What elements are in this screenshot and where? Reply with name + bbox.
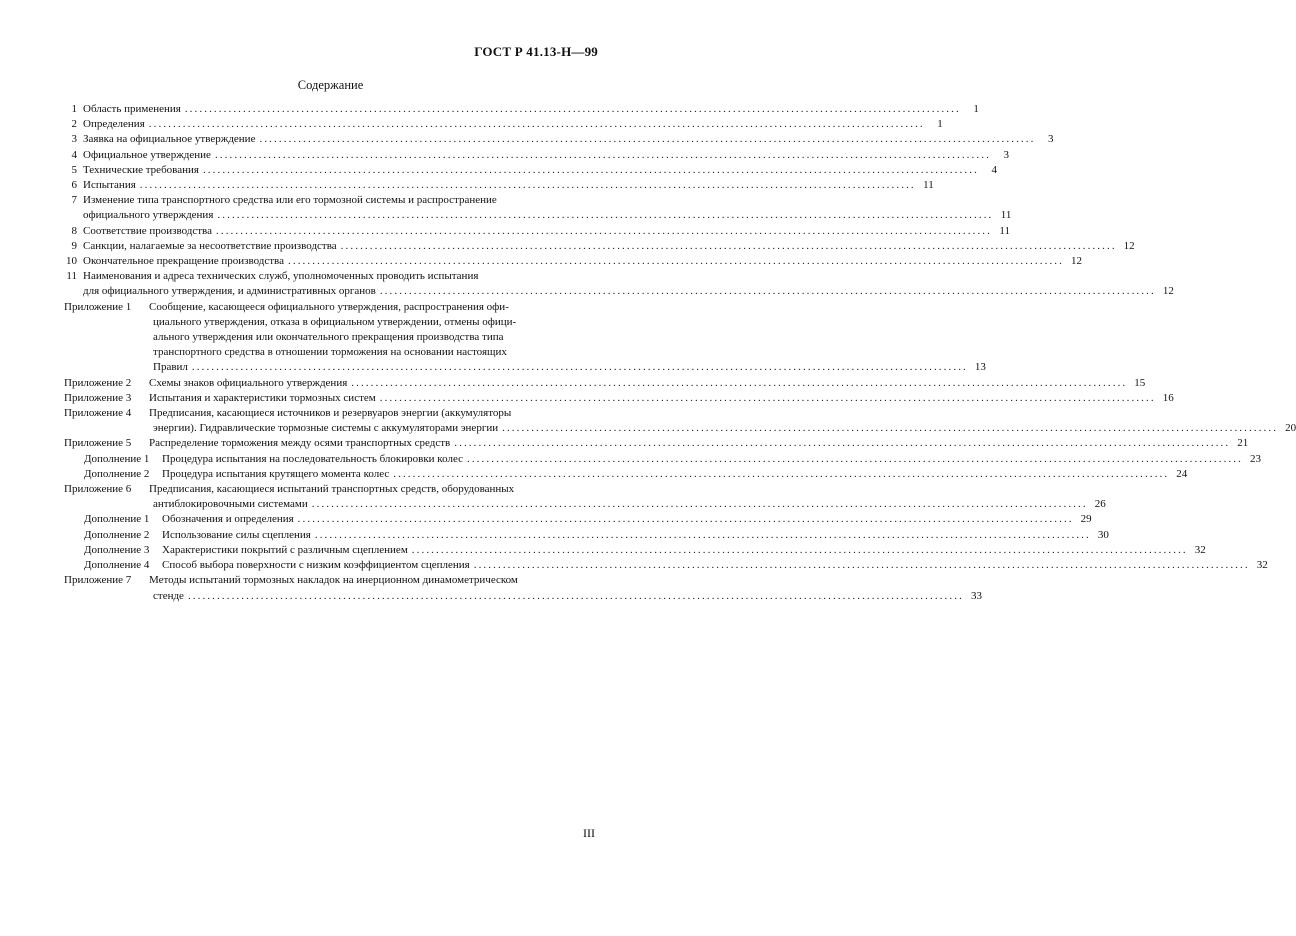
toc-entry-text: Испытания и характеристики тормозных систем xyxy=(149,391,376,404)
toc-entry-prefix: Приложение 6 xyxy=(64,483,132,496)
dot-leader: ................................................................................................................................................................ xyxy=(502,422,1279,435)
toc-entry-page: 13 xyxy=(974,361,986,374)
page-number: III xyxy=(583,826,595,840)
toc-entry-text: Характеристики покрытий с различным сцеплением xyxy=(162,543,408,556)
toc-entry-text: Сообщение, касающееся официального утверждения, распространения офи- xyxy=(149,300,509,313)
toc-entry xyxy=(64,163,997,178)
toc-entry-text: Методы испытаний тормозных накладок на инерционном динамометрическом xyxy=(149,574,518,587)
toc-entry-text: транспортного средства в отношении торможения на основании настоящих xyxy=(153,346,507,359)
dot-leader: ................................................................................................................................................................ xyxy=(139,179,916,192)
dot-leader: ................................................................................................................................................................ xyxy=(216,224,992,237)
toc-entry xyxy=(64,178,934,193)
dot-leader: ................................................................................................................................................................ xyxy=(259,133,1036,146)
table-of-contents xyxy=(64,102,1296,604)
toc-entry-page: 16 xyxy=(1162,391,1174,404)
toc-entry-text: Наименования и адреса технических служб, уполномоченных проводить испытания xyxy=(83,270,479,283)
toc-entry xyxy=(64,406,1296,436)
toc-entry-text: Определения xyxy=(83,118,145,131)
dot-leader: ................................................................................................................................................................ xyxy=(454,437,1231,450)
dot-leader: ................................................................................................................................................................ xyxy=(288,255,1064,268)
toc-entry-text: Предписания, касающиеся источников и резервуаров энергии (аккумуляторы xyxy=(149,407,512,420)
toc-entry-page: 32 xyxy=(1256,559,1268,572)
toc-entry-page: 11 xyxy=(999,224,1010,237)
toc-entry-number: 5 xyxy=(71,163,77,176)
toc-entry-text: Область применения xyxy=(83,103,181,115)
toc-entry-prefix: Дополнение 3 xyxy=(84,543,150,556)
toc-entry-text: официального утверждения xyxy=(83,209,214,222)
toc-entry-number: 7 xyxy=(71,194,77,207)
toc-entry-page: 29 xyxy=(1080,513,1092,526)
dot-leader: ................................................................................................................................................................ xyxy=(214,148,991,161)
dot-leader: ................................................................................................................................................................ xyxy=(411,543,1188,556)
toc-entry-text: Распределение торможения между осями транспортных средств xyxy=(149,437,451,450)
toc-entry-number: 11 xyxy=(66,270,77,283)
toc-entry-prefix: Дополнение 2 xyxy=(84,528,150,541)
toc-entry-text: для официального утверждения, и административных органов xyxy=(83,285,376,298)
dot-leader: ................................................................................................................................................................ xyxy=(202,163,979,176)
toc-entry-text: Процедура испытания крутящего момента колес xyxy=(162,467,390,480)
dot-leader: ................................................................................................................................................................ xyxy=(466,452,1243,465)
toc-entry-prefix: Приложение 7 xyxy=(64,574,132,587)
toc-entry-page: 12 xyxy=(1123,239,1135,252)
toc-entry-prefix: Дополнение 1 xyxy=(84,452,150,465)
toc-entry-prefix: Приложение 5 xyxy=(64,437,132,450)
dot-leader: ................................................................................................................................................................ xyxy=(184,103,961,115)
toc-entry-page: 32 xyxy=(1194,543,1206,556)
toc-entry xyxy=(64,528,1109,543)
toc-entry-prefix: Дополнение 2 xyxy=(84,467,150,480)
toc-entry xyxy=(64,300,986,376)
toc-entry xyxy=(64,558,1268,573)
toc-entry-number: 2 xyxy=(71,118,77,131)
dot-leader: ................................................................................................................................................................ xyxy=(148,118,925,131)
toc-entry-text: антиблокировочными системами xyxy=(153,498,308,511)
dot-leader: ................................................................................................................................................................ xyxy=(340,239,1117,252)
toc-entry xyxy=(64,391,1174,406)
toc-entry-prefix: Приложение 1 xyxy=(64,300,132,313)
toc-entry-page: 33 xyxy=(970,589,982,602)
toc-entry-page: 24 xyxy=(1176,467,1188,480)
toc-entry xyxy=(64,452,1261,467)
toc-entry-prefix: Приложение 2 xyxy=(64,376,132,389)
toc-entry xyxy=(64,254,1082,269)
toc-entry-page: 1 xyxy=(973,103,979,115)
toc-entry-page: 3 xyxy=(1047,133,1054,146)
toc-entry-text: Использование силы сцепления xyxy=(162,528,311,541)
toc-entry-prefix: Приложение 4 xyxy=(64,407,132,420)
toc-entry-text: стенде xyxy=(153,589,184,602)
toc-entry xyxy=(64,117,943,132)
document-code: ГОСТ Р 41.13-Н—99 xyxy=(474,44,598,59)
dot-leader: ................................................................................................................................................................ xyxy=(187,589,964,602)
dot-leader: ................................................................................................................................................................ xyxy=(393,467,1170,480)
toc-entry-text: Способ выбора поверхности с низким коэффициентом сцепления xyxy=(162,559,470,572)
toc-entry-page: 20 xyxy=(1285,422,1296,435)
toc-entry-prefix: Дополнение 4 xyxy=(84,559,150,572)
toc-entry-page: 30 xyxy=(1097,528,1109,541)
dot-leader: ................................................................................................................................................................ xyxy=(379,391,1156,404)
toc-entry-page: 11 xyxy=(923,179,934,192)
toc-entry-page: 21 xyxy=(1237,437,1249,450)
toc-entry-prefix: Приложение 3 xyxy=(64,391,132,404)
toc-entry-text: Правил xyxy=(153,361,188,374)
toc-entry xyxy=(64,543,1206,558)
toc-entry-text: энергии). Гидравлические тормозные системы с аккумуляторами энергии xyxy=(153,422,499,435)
toc-entry xyxy=(64,482,1106,512)
toc-entry xyxy=(64,512,1092,527)
toc-entry-text: Изменение типа транспортного средства или его тормозной системы и распространение xyxy=(83,194,497,207)
toc-entry xyxy=(64,102,979,117)
toc-entry xyxy=(64,239,1135,254)
toc-entry xyxy=(64,148,1009,163)
toc-entry xyxy=(64,467,1188,482)
toc-entry xyxy=(64,269,1174,299)
toc-entry-text: Технические требования xyxy=(83,163,199,176)
toc-entry-number: 8 xyxy=(71,224,77,237)
toc-entry-number: 1 xyxy=(71,103,77,115)
toc-entry-text: Предписания, касающиеся испытаний транспортных средств, оборудованных xyxy=(149,483,515,496)
toc-entry-prefix: Дополнение 1 xyxy=(84,513,150,526)
toc-entry-text: Процедура испытания на последовательность блокировки колес xyxy=(162,452,463,465)
toc-entry-number: 10 xyxy=(66,255,77,268)
toc-title: Содержание xyxy=(297,78,364,92)
toc-entry-text: Окончательное прекращение производства xyxy=(83,255,284,268)
toc-entry xyxy=(64,573,982,603)
toc-entry-page: 1 xyxy=(937,118,943,131)
toc-entry xyxy=(64,132,1054,147)
toc-entry-page: 12 xyxy=(1162,285,1174,298)
toc-entry-text: Испытания xyxy=(83,179,136,192)
toc-entry-page: 4 xyxy=(991,163,997,176)
dot-leader: ................................................................................................................................................................ xyxy=(314,528,1091,541)
toc-entry-page: 26 xyxy=(1094,498,1106,511)
dot-leader: ................................................................................................................................................................ xyxy=(379,285,1156,298)
toc-entry xyxy=(64,193,1012,223)
toc-entry-number: 6 xyxy=(71,179,77,192)
toc-entry-text: Обозначения и определения xyxy=(162,513,294,526)
toc-entry xyxy=(64,436,1249,451)
toc-entry-number: 9 xyxy=(71,239,77,252)
toc-entry-text: Санкции, налагаемые за несоответствие производства xyxy=(83,239,337,252)
toc-entry-text: Официальное утверждение xyxy=(83,148,211,161)
toc-entry-page: 12 xyxy=(1071,255,1082,268)
toc-entry-page: 15 xyxy=(1134,376,1146,389)
dot-leader: ................................................................................................................................................................ xyxy=(351,376,1128,389)
toc-entry-page: 3 xyxy=(1003,148,1009,161)
dot-leader: ................................................................................................................................................................ xyxy=(297,513,1074,526)
toc-entry-text: циального утверждения, отказа в официальном утверждении, отмены офици- xyxy=(153,315,517,328)
toc-entry-number: 4 xyxy=(71,148,77,161)
toc-entry-page: 11 xyxy=(1000,209,1012,222)
toc-entry-text: Соответствие производства xyxy=(83,224,212,237)
dot-leader: ................................................................................................................................................................ xyxy=(473,559,1250,572)
toc-entry-text: Схемы знаков официального утверждения xyxy=(149,376,348,389)
dot-leader: ................................................................................................................................................................ xyxy=(311,498,1088,511)
toc-entry xyxy=(64,224,1010,239)
toc-entry-text: ального утверждения или окончательного прекращения производства типа xyxy=(153,331,504,344)
toc-entry xyxy=(64,376,1146,391)
toc-entry-number: 3 xyxy=(71,133,77,146)
dot-leader: ................................................................................................................................................................ xyxy=(191,361,968,374)
dot-leader: ................................................................................................................................................................ xyxy=(217,209,994,222)
toc-entry-text: Заявка на официальное утверждение xyxy=(83,133,256,146)
toc-entry-page: 23 xyxy=(1249,452,1261,465)
